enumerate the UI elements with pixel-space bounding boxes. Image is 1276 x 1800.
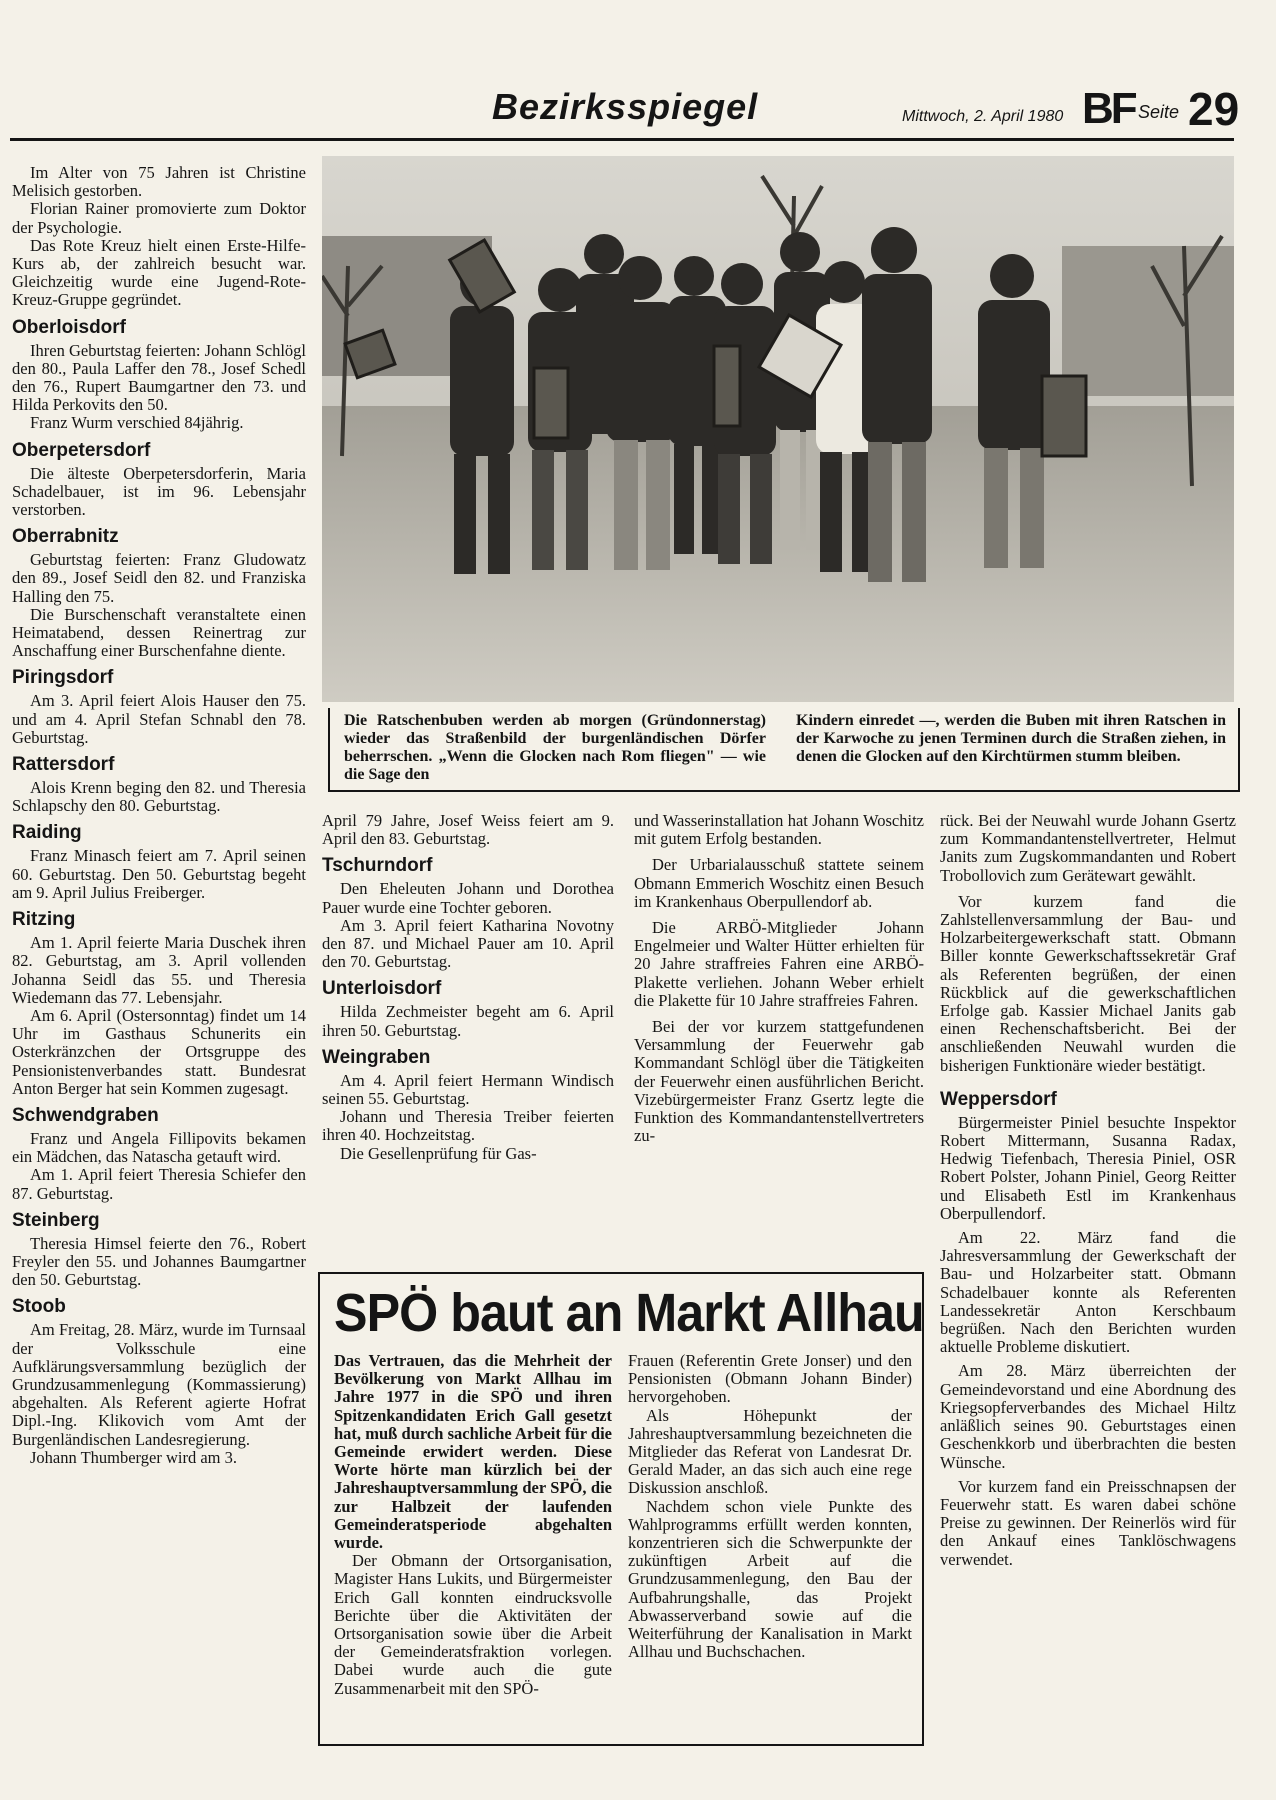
page-number: 29	[1188, 83, 1240, 135]
paragraph: Am 28. März überreichten der Gemeindevorstand und eine Abordnung des Kriegsopferverbandes des Michael Hiltz anläßlich seines 90. Geburtstages einen Geschenkkorb und überbrachten die besten Wünsche.	[940, 1361, 1236, 1472]
paragraph: Am 1. April feiert Theresia Schiefer den 87. Geburtstag.	[12, 1165, 306, 1203]
paragraph: Am 22. März fand die Jahresversammlung der Gewerkschaft der Bau- und Holzarbeiter statt. Obmann Schadelbauer konnte als Referenten Landessekretär Anton Kerschbaum begrüßen. Nach den Berichten wurden aktuelle Probleme diskutiert.	[940, 1228, 1236, 1357]
paragraph: Franz Wurm verschied 84jährig.	[30, 413, 244, 433]
column-3	[634, 812, 924, 1145]
heading-schwendgraben: Schwendgraben	[12, 1104, 159, 1126]
paragraph: Johann Thumberger wird am 3.	[30, 1447, 237, 1467]
paragraph: Hilda Zechmeister begeht am 6. April ihren 50. Geburtstag.	[322, 1002, 614, 1040]
section-title: Bezirksspiegel	[492, 86, 759, 127]
heading-steinberg: Steinberg	[12, 1209, 100, 1231]
paragraph: Frauen (Referentin Grete Jonser) und den Pensionisten (Obmann Johann Binder) hervorgehoben.	[628, 1351, 912, 1407]
heading-oberrabnitz: Oberrabnitz	[12, 526, 119, 548]
heading-ritzing: Ritzing	[12, 909, 76, 931]
paragraph: Ihren Geburtstag feierten: Johann Schlögl den 80., Paula Laffer den 78., Josef Schedl den 76., Rupert Baumgartner den 73. und Hilda Perkovits den 50.	[12, 340, 306, 415]
heading-oberloisdorf: Oberloisdorf	[12, 316, 127, 338]
page-label: Seite	[1138, 102, 1180, 122]
paragraph: April 79 Jahre, Josef Weiss feiert am 9. April den 83. Geburtstag.	[322, 811, 614, 849]
paragraph: Am 3. April feiert Alois Hauser den 75. und am 4. April Stefan Schnabl den 78. Geburtstag.	[12, 691, 306, 747]
paragraph: Im Alter von 75 Jahren ist Christine Melisich gestorben.	[12, 163, 306, 201]
ratschenbuben-photo	[322, 156, 1234, 702]
heading-tschurndorf: Tschurndorf	[322, 855, 433, 877]
column-4	[940, 812, 1236, 1569]
caption-right: Kindern einredet —, werden die Buben mit ihren Ratschen in der Karwoche zu jenen Terminen durch die Straßen ziehen, in denen die Glocken auf den Kirchtürmen stumm bleiben.	[796, 712, 1226, 765]
heading-rattersdorf: Rattersdorf	[12, 754, 115, 776]
column-2	[322, 812, 614, 1163]
paragraph: Alois Krenn beging den 82. und Theresia Schlapschy den 80. Geburtstag.	[12, 778, 306, 816]
spoe-article-box	[318, 1272, 924, 1746]
heading-weppersdorf: Weppersdorf	[940, 1088, 1057, 1110]
paragraph: Franz und Angela Fillipovits bekamen ein Mädchen, das Natascha getauft wird.	[12, 1128, 306, 1167]
paragraph: Geburtstag feierten: Franz Gludowatz den 89., Josef Seidl den 82. und Franziska Halling den 75.	[12, 550, 306, 606]
paragraph: rück. Bei der Neuwahl wurde Johann Gsertz zum Kommandantenstellvertreter, Helmut Janits zum Zugskommandanten und Robert Trobollovich zum Gerätewart gewählt.	[940, 811, 1236, 885]
paragraph: Theresia Himsel feierte den 76., Robert Freyler den 55. und Johannes Baumgartner den 50. Geburtstag.	[12, 1233, 306, 1290]
article-column-2	[628, 1352, 912, 1661]
paragraph: Der Obmann der Ortsorganisation, Magister Hans Lukits, und Bürgermeister Erich Gall konnten eindrucksvolle Berichte über die Aktivitäten der Ortsorganisation sowie über die Arbeit der Gemeinderatsfraktion vorlegen. Dabei wurde auch die gute Zusammenarbeit mit den SPÖ-	[334, 1551, 612, 1698]
paragraph: Am 1. April feierte Maria Duschek ihren 82. Geburtstag, am 3. April vollenden Johanna Seidl das 55. und Theresia Wiedemann das 77. Lebensjahr.	[12, 933, 306, 1007]
paragraph: Die Gesellenprüfung für Gas-	[340, 1143, 537, 1163]
paragraph: Den Eheleuten Johann und Dorothea Pauer wurde eine Tochter geboren.	[322, 879, 614, 917]
article-column-1	[334, 1352, 612, 1698]
paragraph: Vor kurzem fand die Zahlstellenversammlung der Bau- und Holzarbeitergewerkschaft statt. Obmann Biller konnte Gewerkschaftssekretär Graf als Referenten begrüßen, der einen Rückblick auf die gewerkschaftlichen Erfolge gab. Kassier Michael Janits gab einen Rechenschaftsbericht. Bei der anschließenden Neuwahl wurden die bisherigen Funktionäre wieder bestätigt.	[940, 891, 1236, 1075]
paragraph: Am 4. April feiert Hermann Windisch seinen 55. Geburtstag.	[322, 1070, 614, 1109]
photo-caption	[328, 708, 1240, 792]
paragraph: Die Burschenschaft veranstaltete einen Heimatabend, dessen Reinertrag zur Anschaffung einer Burschenfahne diente.	[12, 604, 306, 661]
paragraph: Am 3. April feiert Katharina Novotny den 87. und Michael Pauer am 10. April den 70. Geburtstag.	[322, 915, 614, 972]
heading-unterloisdorf: Unterloisdorf	[322, 978, 442, 1000]
paragraph: und Wasserinstallation hat Johann Woschitz mit gutem Erfolg bestanden.	[634, 811, 924, 849]
caption-left: Die Ratschenbuben werden ab morgen (Gründonnerstag) wieder das Straßenbild der burgenländischen Dörfer beherrschen. „Wenn die Glocken nach Rom fliegen" — wie die Sage den	[344, 712, 766, 783]
issue-date: Mittwoch, 2. April 1980	[902, 108, 1064, 125]
paragraph: Bei der vor kurzem stattgefundenen Versammlung der Feuerwehr gab Kommandant Schlögl über die Tätigkeiten der Feuerwehr einen ausführlichen Bericht. Vizebürgermeister Franz Gsertz legte die Funktion des Kommandantenstellvertreters zu-	[634, 1017, 924, 1146]
paragraph: Die älteste Oberpetersdorferin, Maria Schadelbauer, ist im 96. Lebensjahr verstorben.	[12, 463, 306, 520]
paragraph: Am Freitag, 28. März, wurde im Turnsaal der Volksschule eine Aufklärungsversammlung bezüglich der Grundzusammenlegung (Kommassierung) abgehalten. Als Referent agierte Hofrat Dipl.-Ing. Klikovich vom Amt der Burgenländischen Landesregierung.	[12, 1320, 306, 1449]
paragraph: Johann und Theresia Treiber feierten ihren 40. Hochzeitstag.	[322, 1107, 614, 1145]
article-headline: SPÖ baut an Markt Allhau	[334, 1283, 924, 1343]
column-1	[12, 164, 306, 1467]
paragraph: Der Urbarialausschuß stattete seinem Obmann Emmerich Woschitz einen Besuch im Krankenhaus Oberpullendorf ab.	[634, 855, 924, 911]
paragraph: Das Rote Kreuz hielt einen Erste-Hilfe-Kurs ab, der zahlreich besucht war. Gleichzeitig wurde eine Jugend-Rote-Kreuz-Gruppe gegründet.	[12, 235, 306, 310]
heading-piringsdorf: Piringsdorf	[12, 667, 114, 689]
header-rule	[10, 138, 1234, 141]
heading-raiding: Raiding	[12, 822, 82, 844]
paragraph: Bürgermeister Piniel besuchte Inspektor Robert Mittermann, Susanna Radax, Hedwig Tiefenbach, Theresia Piniel, OSR Robert Polster, Johann Piniel, Georg Reitter und Elisabeth Estl im Krankenhaus Oberpullendorf.	[940, 1112, 1236, 1223]
article-lead: Das Vertrauen, das die Mehrheit der Bevölkerung von Markt Allhau im Jahre 1977 in die SPÖ und ihren Spitzenkandidaten Erich Gall gesetzt hat, muß durch sachliche Arbeit für die Gemeinde erwidert werden. Diese Worte hörte man kürzlich bei der Jahreshauptversammlung der SPÖ, die zur Halbzeit der laufenden Gemeinderatsperiode abgehalten wurde.	[334, 1351, 612, 1553]
paragraph: Florian Rainer promovierte zum Doktor der Psychologie.	[12, 199, 306, 237]
paragraph: Am 6. April (Ostersonntag) findet um 14 Uhr im Gasthaus Schunerits ein Osterkränzchen der Ortsgruppe des Pensionistenverbandes statt. Bundesrat Anton Berger hat sein Kommen zugesagt.	[12, 1005, 306, 1098]
heading-weingraben: Weingraben	[322, 1046, 431, 1068]
paragraph: Als Höhepunkt der Jahreshauptversammlung bezeichneten die Mitglieder das Referat von Landesrat Dr. Gerald Mader, an das sich auch eine rege Diskussion anschloß.	[628, 1405, 912, 1498]
heading-oberpetersdorf: Oberpetersdorf	[12, 439, 151, 461]
newspaper-logo: BF	[1082, 84, 1135, 133]
paragraph: Vor kurzem fand ein Preisschnapsen der Feuerwehr statt. Es waren dabei schöne Preise zu gewinnen. Der Reinerlös wird für den Ankauf eines Tanklöschwagens verwendet.	[940, 1476, 1236, 1569]
paragraph: Nachdem schon viele Punkte des Wahlprogramms erfüllt werden konnten, konzentrieren sich die Schwerpunkte der zukünftigen Arbeit auf die Grundzusammenlegung, den Bau der Aufbahrungshalle, das Projekt Abwasserverband sowie auf die Weiterführung der Kanalisation in Markt Allhau und Buchschachen.	[628, 1496, 912, 1662]
heading-stoob: Stoob	[12, 1296, 66, 1318]
paragraph: Franz Minasch feiert am 7. April seinen 60. Geburtstag. Den 50. Geburtstag begeht am 9. April Julius Freiberger.	[12, 846, 306, 902]
paragraph: Die ARBÖ-Mitglieder Johann Engelmeier und Walter Hütter erhielten für 20 Jahre straffreies Fahren eine ARBÖ-Plakette verliehen. Johann Weber erhielt die Plakette für 10 Jahre straffreies Fahren.	[634, 918, 924, 1010]
